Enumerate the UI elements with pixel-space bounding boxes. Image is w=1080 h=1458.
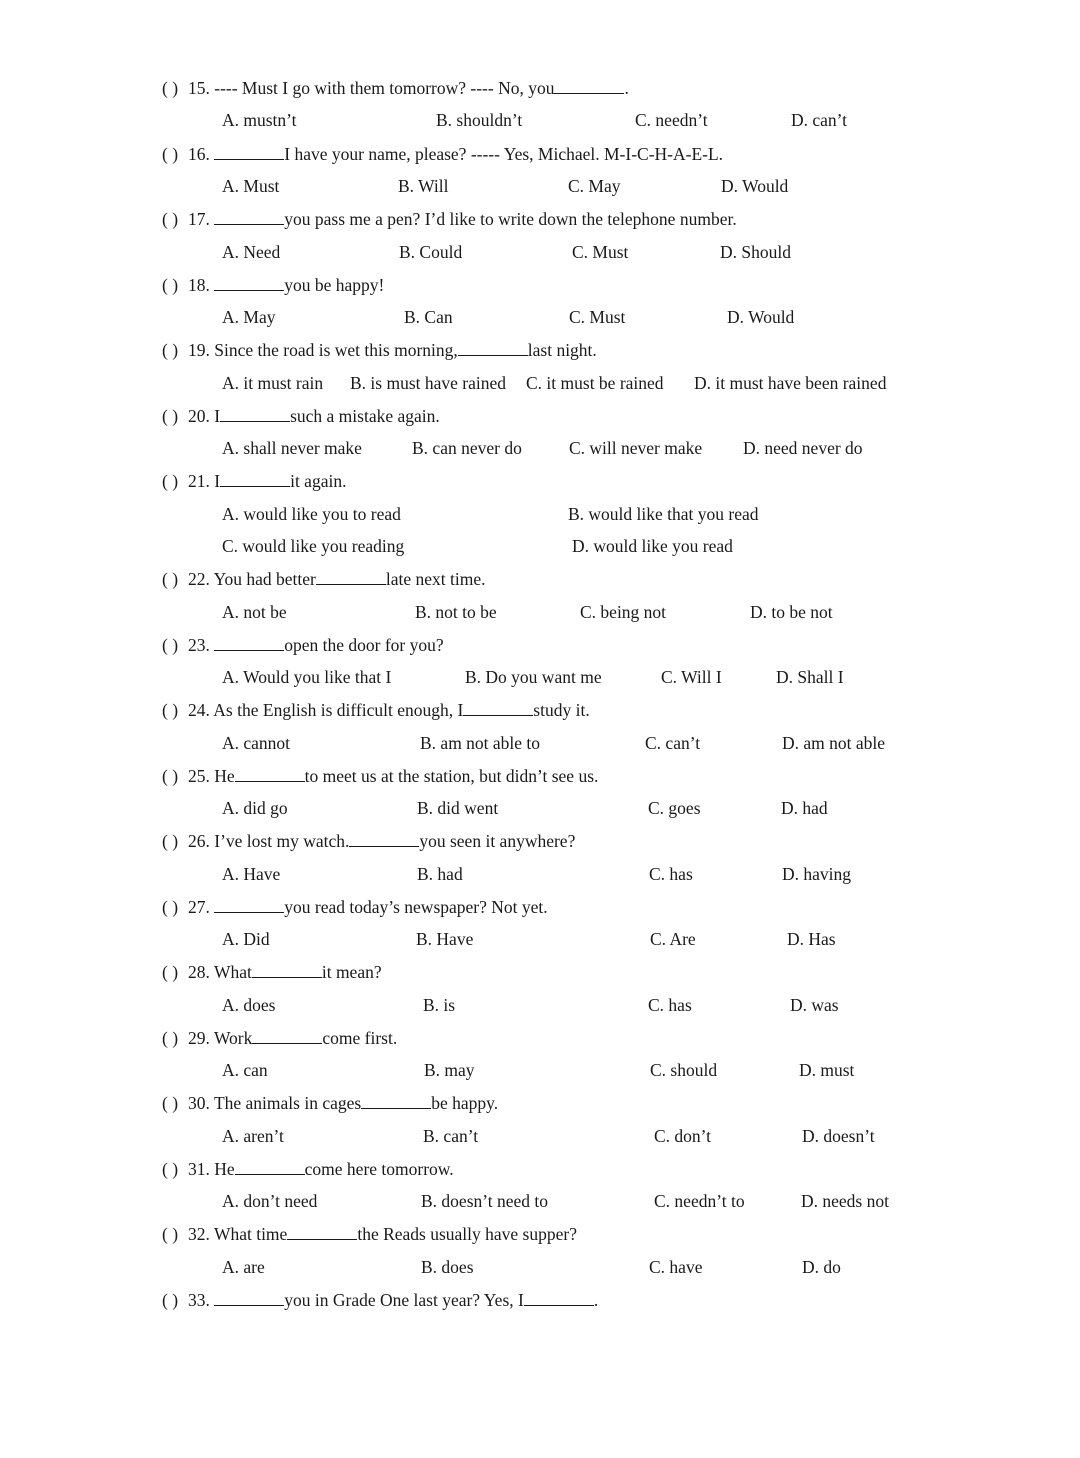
answer-blank[interactable] — [252, 962, 322, 978]
question-stem-after: I have your name, please? ----- Yes, Michael. M-I-C-H-A-E-L. — [284, 144, 724, 164]
option-18-a: A. May — [222, 307, 276, 327]
question-stem-after: . — [624, 78, 629, 98]
answer-bracket[interactable]: ( ) — [162, 766, 179, 786]
question-stem-before: He — [214, 766, 235, 786]
question-stem-after: last night. — [527, 340, 597, 360]
option-32-d: D. do — [802, 1257, 841, 1277]
question-number: 28. — [188, 962, 210, 982]
question-text — [188, 831, 575, 851]
option-17-a: A. Need — [222, 242, 281, 262]
option-32-c: C. have — [649, 1257, 703, 1277]
answer-bracket[interactable]: ( ) — [162, 275, 179, 295]
option-23-a: A. Would you like that I — [222, 667, 392, 687]
question-stem-before: As the English is difficult enough, I — [213, 700, 464, 720]
option-25-b: B. did went — [417, 798, 499, 818]
answer-blank[interactable] — [214, 144, 284, 160]
option-15-c: C. needn’t — [635, 110, 708, 130]
answer-blank[interactable] — [361, 1093, 431, 1109]
answer-blank[interactable] — [214, 635, 284, 651]
answer-bracket[interactable]: ( ) — [162, 1159, 179, 1179]
answer-bracket[interactable]: ( ) — [162, 1093, 179, 1113]
option-28-d: D. was — [790, 995, 839, 1015]
question-number: 16. — [188, 144, 210, 164]
option-18-d: D. Would — [727, 307, 795, 327]
option-24-d: D. am not able — [782, 733, 886, 753]
question-stem-after: late next time. — [385, 569, 486, 589]
option-32-b: B. does — [421, 1257, 474, 1277]
option-31-d: D. needs not — [801, 1191, 889, 1211]
option-24-a: A. cannot — [222, 733, 291, 753]
option-22-a: A. not be — [222, 602, 287, 622]
question-number: 17. — [188, 209, 210, 229]
option-29-c: C. should — [650, 1060, 718, 1080]
question-text — [188, 406, 440, 426]
question-stem-end: . — [593, 1290, 599, 1310]
option-22-c: C. being not — [580, 602, 667, 622]
question-stem-before: I’ve lost my watch. — [214, 831, 350, 851]
answer-bracket[interactable]: ( ) — [162, 569, 179, 589]
question-text — [188, 1028, 397, 1048]
option-26-d: D. having — [782, 864, 852, 884]
option-26-c: C. has — [649, 864, 693, 884]
option-19-c: C. it must be rained — [526, 373, 664, 393]
option-28-c: C. has — [648, 995, 692, 1015]
question-stem-after: be happy. — [431, 1093, 499, 1113]
answer-blank[interactable] — [316, 569, 386, 585]
option-23-c: C. Will I — [661, 667, 722, 687]
question-text — [188, 766, 598, 786]
option-31-a: A. don’t need — [222, 1191, 318, 1211]
option-15-b: B. shouldn’t — [436, 110, 523, 130]
option-16-c: C. May — [568, 176, 621, 196]
option-21-a: A. would like you to read — [222, 504, 401, 524]
answer-blank[interactable] — [252, 1028, 322, 1044]
question-stem-after: come here tomorrow. — [304, 1159, 454, 1179]
option-27-a: A. Did — [222, 929, 270, 949]
option-27-c: C. Are — [650, 929, 696, 949]
option-23-d: D. Shall I — [776, 667, 844, 687]
question-text — [188, 1290, 598, 1310]
option-26-b: B. had — [417, 864, 463, 884]
answer-blank-2[interactable] — [524, 1290, 594, 1306]
answer-bracket[interactable]: ( ) — [162, 471, 179, 491]
answer-blank[interactable] — [463, 700, 533, 716]
answer-blank[interactable] — [214, 209, 284, 225]
option-30-a: A. aren’t — [222, 1126, 284, 1146]
option-20-d: D. need never do — [743, 438, 863, 458]
answer-blank[interactable] — [214, 275, 284, 291]
option-19-a: A. it must rain — [222, 373, 324, 393]
option-28-b: B. is — [423, 995, 456, 1015]
option-30-d: D. doesn’t — [802, 1126, 875, 1146]
option-30-c: C. don’t — [654, 1126, 712, 1146]
question-number: 33. — [188, 1290, 210, 1310]
option-26-a: A. Have — [222, 864, 281, 884]
answer-bracket[interactable]: ( ) — [162, 406, 179, 426]
option-24-b: B. am not able to — [420, 733, 541, 753]
answer-bracket[interactable]: ( ) — [162, 962, 179, 982]
question-text — [188, 340, 597, 360]
question-number: 19. — [188, 340, 210, 360]
question-number: 32. — [188, 1224, 210, 1244]
answer-bracket[interactable]: ( ) — [162, 78, 179, 98]
question-stem-before: Since the road is wet this morning, — [214, 340, 458, 360]
question-number: 31. — [188, 1159, 210, 1179]
answer-bracket[interactable]: ( ) — [162, 340, 179, 360]
answer-bracket[interactable]: ( ) — [162, 1290, 179, 1310]
option-29-a: A. can — [222, 1060, 268, 1080]
option-16-b: B. Will — [398, 176, 449, 196]
question-stem-before: ---- Must I go with them tomorrow? ---- No, you — [214, 78, 555, 98]
option-24-c: C. can’t — [645, 733, 701, 753]
question-number: 26. — [188, 831, 210, 851]
answer-bracket[interactable]: ( ) — [162, 144, 179, 164]
question-text — [188, 962, 382, 982]
answer-bracket[interactable]: ( ) — [162, 700, 179, 720]
option-31-b: B. doesn’t need to — [421, 1191, 549, 1211]
question-stem-before: Work — [213, 1028, 253, 1048]
question-stem-before: What — [213, 962, 252, 982]
question-number: 18. — [188, 275, 210, 295]
option-20-a: A. shall never make — [222, 438, 362, 458]
option-29-b: B. may — [424, 1060, 475, 1080]
question-stem-after: it mean? — [321, 962, 382, 982]
option-29-d: D. must — [799, 1060, 855, 1080]
option-17-d: D. Should — [720, 242, 791, 262]
question-stem-before: He — [214, 1159, 235, 1179]
question-stem-after: such a mistake again. — [290, 406, 440, 426]
question-text — [188, 569, 485, 589]
option-19-b: B. is must have rained — [350, 373, 507, 393]
question-number: 21. — [188, 471, 210, 491]
question-stem-after: you read today’s newspaper? Not yet. — [284, 897, 548, 917]
question-number: 30. — [188, 1093, 210, 1113]
option-15-a: A. mustn’t — [222, 110, 297, 130]
option-22-b: B. not to be — [415, 602, 497, 622]
question-text — [188, 144, 723, 164]
answer-bracket[interactable]: ( ) — [162, 1224, 179, 1244]
question-stem-before: You had better — [213, 569, 316, 589]
question-number: 25. — [188, 766, 210, 786]
question-stem-before: I — [214, 471, 221, 491]
question-stem-after: to meet us at the station, but didn’t see us. — [304, 766, 599, 786]
option-18-b: B. Can — [404, 307, 453, 327]
answer-blank[interactable] — [287, 1224, 357, 1240]
question-text — [188, 1093, 498, 1113]
option-25-c: C. goes — [648, 798, 701, 818]
answer-blank[interactable] — [554, 78, 624, 94]
question-number: 24. — [188, 700, 210, 720]
answer-bracket[interactable]: ( ) — [162, 635, 179, 655]
option-28-a: A. does — [222, 995, 276, 1015]
option-21-c: C. would like you reading — [222, 536, 405, 556]
question-text — [188, 209, 737, 229]
question-stem-before: I — [214, 406, 221, 426]
question-stem-after: study it. — [533, 700, 590, 720]
option-30-b: B. can’t — [423, 1126, 479, 1146]
answer-blank[interactable] — [235, 1159, 305, 1175]
question-stem-after: the Reads usually have supper? — [357, 1224, 577, 1244]
answer-bracket[interactable]: ( ) — [162, 1028, 179, 1048]
question-stem-after: you seen it anywhere? — [419, 831, 576, 851]
answer-blank[interactable] — [349, 831, 419, 847]
question-number: 29. — [188, 1028, 210, 1048]
question-text — [188, 78, 629, 98]
question-text — [188, 471, 346, 491]
answer-bracket[interactable]: ( ) — [162, 209, 179, 229]
option-20-c: C. will never make — [569, 438, 703, 458]
option-18-c: C. Must — [569, 307, 626, 327]
option-31-c: C. needn’t to — [654, 1191, 745, 1211]
option-21-d: D. would like you read — [572, 536, 733, 556]
option-32-a: A. are — [222, 1257, 265, 1277]
answer-blank[interactable] — [214, 1290, 284, 1306]
option-16-d: D. Would — [721, 176, 789, 196]
option-25-a: A. did go — [222, 798, 288, 818]
answer-blank[interactable] — [458, 340, 528, 356]
option-21-b: B. would like that you read — [568, 504, 759, 524]
question-stem-after: you in Grade One last year? Yes, I — [284, 1290, 524, 1310]
question-number: 23. — [188, 635, 210, 655]
question-number: 27. — [188, 897, 210, 917]
question-text — [188, 1159, 454, 1179]
question-text — [188, 897, 548, 917]
option-27-d: D. Has — [787, 929, 836, 949]
option-27-b: B. Have — [416, 929, 474, 949]
question-number: 22. — [188, 569, 210, 589]
answer-bracket[interactable]: ( ) — [162, 831, 179, 851]
answer-blank[interactable] — [235, 766, 305, 782]
question-text — [188, 635, 444, 655]
answer-blank[interactable] — [220, 406, 290, 422]
answer-bracket[interactable]: ( ) — [162, 897, 179, 917]
question-stem-after: open the door for you? — [284, 635, 444, 655]
answer-blank[interactable] — [214, 897, 284, 913]
option-15-d: D. can’t — [791, 110, 848, 130]
option-20-b: B. can never do — [412, 438, 522, 458]
question-stem-after: you be happy! — [284, 275, 385, 295]
option-25-d: D. had — [781, 798, 828, 818]
question-text — [188, 275, 384, 295]
question-stem-after: it again. — [290, 471, 347, 491]
question-number: 20. — [188, 406, 210, 426]
answer-blank[interactable] — [220, 471, 290, 487]
option-23-b: B. Do you want me — [465, 667, 602, 687]
question-text — [188, 700, 590, 720]
question-number: 15. — [188, 78, 210, 98]
question-stem-after: you pass me a pen? I’d like to write down the telephone number. — [284, 209, 737, 229]
option-19-d: D. it must have been rained — [694, 373, 887, 393]
option-17-c: C. Must — [572, 242, 629, 262]
question-stem-before: The animals in cages — [213, 1093, 362, 1113]
question-text — [188, 1224, 577, 1244]
question-stem-after: come first. — [322, 1028, 398, 1048]
option-16-a: A. Must — [222, 176, 280, 196]
option-17-b: B. Could — [399, 242, 463, 262]
question-stem-before: What time — [213, 1224, 288, 1244]
option-22-d: D. to be not — [750, 602, 833, 622]
